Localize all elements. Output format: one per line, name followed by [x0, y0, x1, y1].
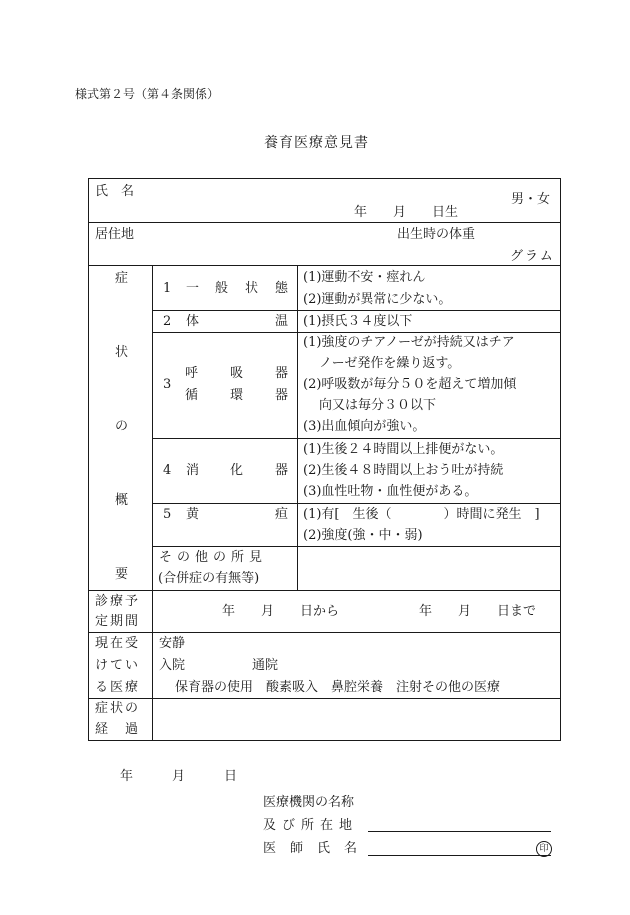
opinion-table: [88, 178, 561, 741]
item-number: 3: [163, 377, 172, 392]
item-criterion: (1)生後２４時間以上排便がない。: [303, 442, 504, 457]
admission-option: 入院: [159, 658, 186, 673]
treatment-options: 保育器の使用 酸素吸入 鼻腔栄養 注射その他の医療: [175, 680, 501, 695]
rest-option: 安静: [159, 636, 186, 651]
symptoms-header-char: の: [115, 419, 129, 434]
item-label-char: 器: [275, 366, 289, 381]
item-criterion: (3)血性吐物・血性便がある。: [303, 484, 478, 499]
birth-date: 年 月 日生: [354, 205, 459, 220]
item-label-char: 呼: [185, 366, 199, 381]
name-label: 氏 名: [95, 184, 135, 199]
other-findings-label: その他の所見: [159, 550, 268, 565]
doctor-label: 医師氏名: [263, 841, 372, 856]
other-findings-sublabel: (合併症の有無等): [158, 571, 260, 586]
item-number: 4: [163, 463, 172, 478]
schedule-label: 診療予: [95, 594, 141, 609]
item-label-char: 環: [230, 388, 244, 403]
symptoms-header-char: 症: [115, 271, 129, 286]
address-label: 居住地: [95, 227, 135, 242]
progress-label: 経 過: [95, 722, 141, 737]
item-criterion: ノーゼ発作を繰り返す。: [319, 356, 461, 371]
form-number: 様式第２号（第４条関係）: [75, 87, 220, 101]
item-label-char: 態: [275, 281, 289, 296]
institution-label: 医療機関の名称: [263, 795, 355, 810]
item-label-char: 器: [275, 388, 289, 403]
current-treatment-label: けてい: [95, 658, 141, 673]
gender-options: 男・女: [511, 192, 551, 207]
item-number: 5: [163, 507, 172, 522]
item-criterion: (3)出血傾向が強い。: [303, 419, 426, 434]
outpatient-option: 通院: [252, 658, 279, 673]
item-number: 2: [163, 314, 172, 329]
item-label-char: 循: [185, 388, 199, 403]
item-label-char: 温: [275, 314, 289, 329]
schedule-from: 年 月 日から: [222, 604, 340, 619]
gram-unit: グラム: [510, 249, 555, 264]
item-label-char: 一: [186, 281, 200, 296]
item-criterion: 向又は毎分３０以下: [319, 398, 437, 413]
schedule-label: 定期間: [95, 614, 141, 629]
item-criterion: (2)呼吸数が毎分５０を超えて増加傾: [303, 377, 517, 392]
item-label-char: 体: [186, 314, 200, 329]
item-criterion: (1)運動不安・痙れん: [303, 270, 426, 285]
item-criterion: (2)生後４８時間以上おう吐が持続: [303, 463, 504, 478]
symptoms-header-char: 状: [115, 345, 129, 360]
item-criterion: (2)強度(強・中・弱): [303, 528, 423, 543]
schedule-to: 年 月 日まで: [419, 604, 537, 619]
issue-date: 年 月 日: [120, 769, 238, 784]
item-number: 1: [163, 281, 172, 296]
current-treatment-label: る医療: [95, 680, 141, 695]
seal-mark: 印: [536, 841, 552, 857]
progress-label: 症状の: [95, 701, 141, 716]
item-criterion: (1)摂氏３４度以下: [303, 314, 413, 329]
current-treatment-label: 現在受: [95, 636, 141, 651]
item-criterion: (1)有[ 生後（ ）時間に発生 ]: [303, 507, 540, 522]
item-criterion: (1)強度のチアノーゼが持続又はチア: [303, 335, 515, 350]
item-criterion: (2)運動が異常に少ない。: [303, 292, 452, 307]
item-label-char: 吸: [230, 366, 244, 381]
form-title: 養育医療意見書: [264, 135, 369, 151]
item-label-char: 器: [275, 463, 289, 478]
symptoms-header-char: 概: [115, 493, 129, 508]
birth-weight-label: 出生時の体重: [397, 227, 476, 242]
item-label-char: 状: [245, 281, 259, 296]
item-label-char: 黄: [186, 507, 200, 522]
location-label: 及び所在地: [263, 818, 359, 833]
item-label-char: 消: [186, 463, 200, 478]
item-label-char: 疸: [275, 507, 289, 522]
item-label-char: 般: [215, 281, 229, 296]
symptoms-header-char: 要: [115, 567, 129, 582]
item-label-char: 化: [230, 463, 244, 478]
